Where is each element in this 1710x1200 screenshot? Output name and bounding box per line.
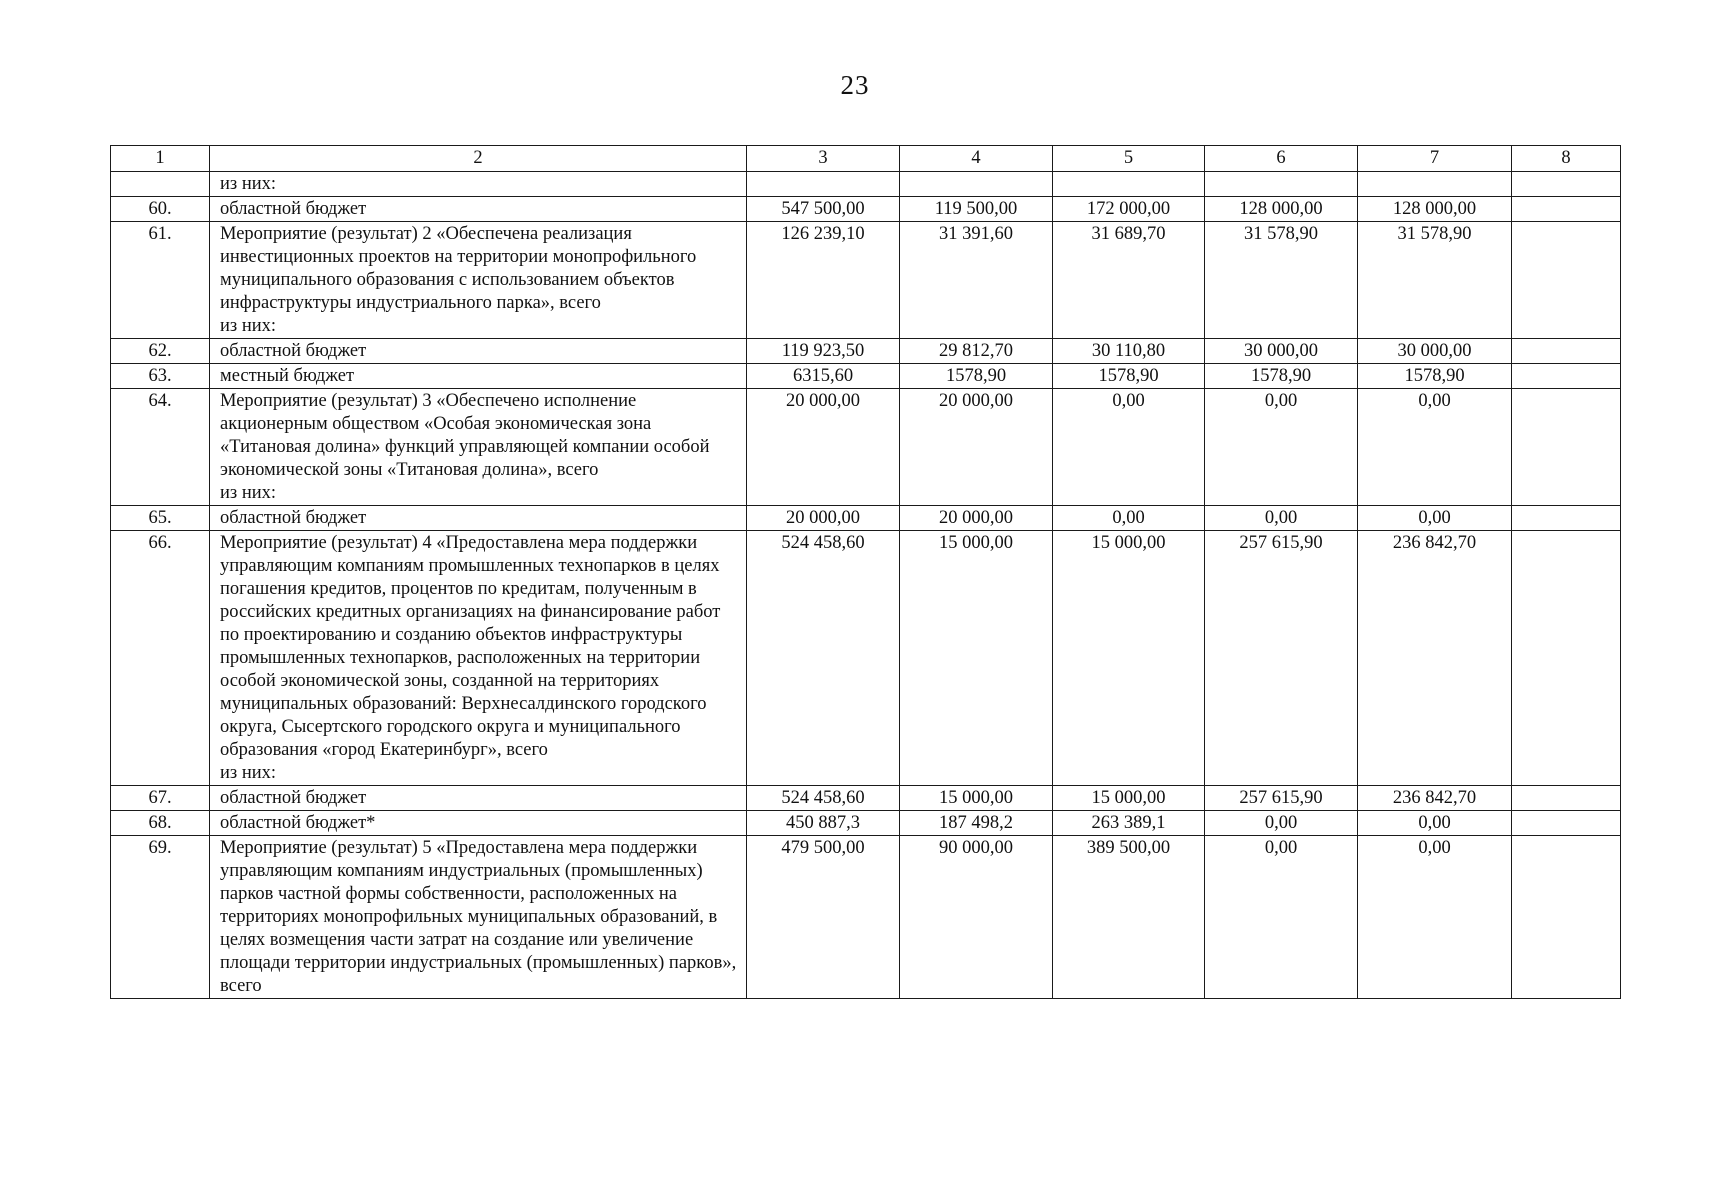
row-number: 66. [111,531,210,786]
description-text: областной бюджет [220,341,367,361]
row-description [210,836,747,999]
row-number: 68. [111,811,210,836]
value-cell-col-5: 172 000,00 [1053,197,1205,222]
column-header-6: 6 [1205,146,1358,172]
value-cell-col-6: 1578,90 [1205,364,1358,389]
table-row [111,811,1621,836]
value-cell-col-7: 236 842,70 [1358,531,1512,786]
value-cell-col-7: 1578,90 [1358,364,1512,389]
value-cell-col-5: 15 000,00 [1053,531,1205,786]
description-text: областной бюджет [220,199,367,219]
value-cell-col-7: 0,00 [1358,389,1512,506]
value-cell-col-7: 0,00 [1358,811,1512,836]
description-text: областной бюджет* [220,813,376,833]
value-cell-col-8 [1512,172,1621,197]
value-cell-col-8 [1512,222,1621,339]
value-cell-col-5: 30 110,80 [1053,339,1205,364]
table-row [111,531,1621,786]
value-cell-col-8 [1512,197,1621,222]
row-description [210,222,747,339]
table-row [111,389,1621,506]
description-text: областной бюджет [220,788,367,808]
value-cell-col-8 [1512,786,1621,811]
value-cell-col-6: 128 000,00 [1205,197,1358,222]
row-description [210,811,747,836]
value-cell-col-5: 15 000,00 [1053,786,1205,811]
value-cell-col-6: 0,00 [1205,811,1358,836]
row-description [210,506,747,531]
value-cell-col-3: 547 500,00 [747,197,900,222]
value-cell-col-4: 20 000,00 [900,506,1053,531]
value-cell-col-3: 119 923,50 [747,339,900,364]
value-cell-col-4: 29 812,70 [900,339,1053,364]
description-text: Мероприятие (результат) 3 «Обеспечено исполнение акционерным обществом «Особая экономическая зона «Титановая долина» функций управляющей компании особой экономической зоны «Титановая долина», всего [220,391,710,480]
row-description [210,339,747,364]
value-cell-col-7: 30 000,00 [1358,339,1512,364]
value-cell-col-5: 31 689,70 [1053,222,1205,339]
description-text: Мероприятие (результат) 2 «Обеспечена реализация инвестиционных проектов на территории монопрофильного муниципального образования с использованием объектов инфраструктуры индустриального парка», всего [220,224,697,313]
row-description [210,364,747,389]
value-cell-col-5: 1578,90 [1053,364,1205,389]
row-number [111,172,210,197]
column-header-4: 4 [900,146,1053,172]
value-cell-col-8 [1512,836,1621,999]
row-description [210,786,747,811]
value-cell-col-3: 20 000,00 [747,506,900,531]
value-cell-col-5 [1053,172,1205,197]
column-header-7: 7 [1358,146,1512,172]
row-description [210,172,747,197]
budget-table [110,145,1621,999]
description-text: местный бюджет [220,366,355,386]
row-description [210,531,747,786]
value-cell-col-3 [747,172,900,197]
value-cell-col-5: 263 389,1 [1053,811,1205,836]
row-number: 60. [111,197,210,222]
row-number: 67. [111,786,210,811]
value-cell-col-6 [1205,172,1358,197]
value-cell-col-6: 0,00 [1205,836,1358,999]
row-number: 61. [111,222,210,339]
value-cell-col-5: 0,00 [1053,389,1205,506]
value-cell-col-8 [1512,506,1621,531]
description-subnote: из них: [220,763,277,783]
value-cell-col-4 [900,172,1053,197]
description-text: Мероприятие (результат) 5 «Предоставлена мера поддержки управляющим компаниям индустриальных (промышленных) парков частной формы собственности, расположенных на территориях монопрофильных муниципальных образований, в целях возмещения части затрат на создание или увеличение площади территории индустриальных (промышленных) парков», всего [220,838,737,996]
column-header-8: 8 [1512,146,1621,172]
value-cell-col-4: 20 000,00 [900,389,1053,506]
value-cell-col-8 [1512,339,1621,364]
value-cell-col-3: 450 887,3 [747,811,900,836]
value-cell-col-3: 126 239,10 [747,222,900,339]
row-number: 62. [111,339,210,364]
description-text: областной бюджет [220,508,367,528]
column-header-3: 3 [747,146,900,172]
value-cell-col-3: 6315,60 [747,364,900,389]
value-cell-col-7: 236 842,70 [1358,786,1512,811]
row-number: 65. [111,506,210,531]
value-cell-col-6: 0,00 [1205,389,1358,506]
row-number: 63. [111,364,210,389]
column-header-2: 2 [210,146,747,172]
value-cell-col-8 [1512,389,1621,506]
value-cell-col-7: 0,00 [1358,836,1512,999]
value-cell-col-4: 90 000,00 [900,836,1053,999]
value-cell-col-6: 31 578,90 [1205,222,1358,339]
description-subnote: из них: [220,483,277,503]
value-cell-col-7 [1358,172,1512,197]
table-row [111,836,1621,999]
row-number: 64. [111,389,210,506]
page-number: 23 [840,70,870,100]
value-cell-col-4: 31 391,60 [900,222,1053,339]
value-cell-col-4: 15 000,00 [900,531,1053,786]
value-cell-col-8 [1512,364,1621,389]
table-row [111,197,1621,222]
value-cell-col-6: 257 615,90 [1205,786,1358,811]
value-cell-col-3: 479 500,00 [747,836,900,999]
description-subnote: из них: [220,174,277,194]
column-header-5: 5 [1053,146,1205,172]
description-subnote: из них: [220,316,277,336]
value-cell-col-5: 0,00 [1053,506,1205,531]
value-cell-col-3: 20 000,00 [747,389,900,506]
value-cell-col-6: 30 000,00 [1205,339,1358,364]
value-cell-col-7: 128 000,00 [1358,197,1512,222]
value-cell-col-6: 257 615,90 [1205,531,1358,786]
value-cell-col-3: 524 458,60 [747,786,900,811]
value-cell-col-5: 389 500,00 [1053,836,1205,999]
value-cell-col-4: 119 500,00 [900,197,1053,222]
table-row [111,786,1621,811]
table-row [111,506,1621,531]
row-description [210,197,747,222]
table-row [111,339,1621,364]
value-cell-col-4: 15 000,00 [900,786,1053,811]
table-row [111,172,1621,197]
value-cell-col-3: 524 458,60 [747,531,900,786]
value-cell-col-4: 1578,90 [900,364,1053,389]
table-body [111,146,1621,999]
value-cell-col-7: 0,00 [1358,506,1512,531]
value-cell-col-8 [1512,811,1621,836]
column-header-1: 1 [111,146,210,172]
table-row [111,364,1621,389]
description-text: Мероприятие (результат) 4 «Предоставлена мера поддержки управляющим компаниям промышленных технопарков в целях погашения кредитов, процентов по кредитам, полученным в российских кредитных организациях на финансирование работ по проектированию и созданию объектов инфраструктуры промышленных технопарков, расположенных на территории особой экономической зоны, созданной на территориях муниципальных образований: Верхнесалдинского городского округа, Сысертского городского округа и муниципального образования «город Екатеринбург», всего [220,533,721,760]
value-cell-col-4: 187 498,2 [900,811,1053,836]
row-number: 69. [111,836,210,999]
value-cell-col-6: 0,00 [1205,506,1358,531]
value-cell-col-8 [1512,531,1621,786]
header-row [111,146,1621,172]
value-cell-col-7: 31 578,90 [1358,222,1512,339]
table-row [111,222,1621,339]
row-description [210,389,747,506]
